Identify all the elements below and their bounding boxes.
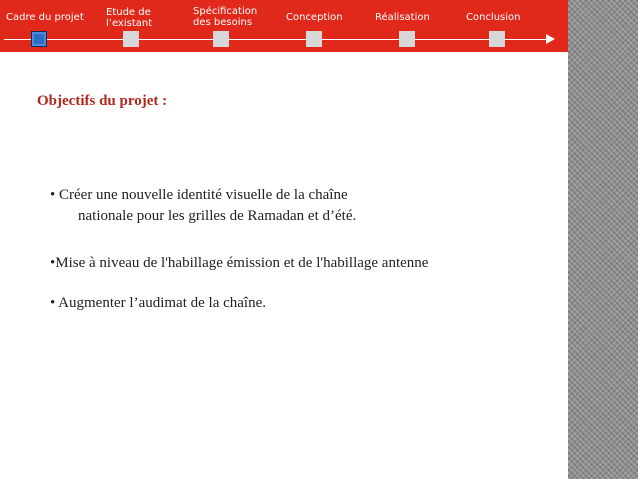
nav-step-marker-conception[interactable] xyxy=(306,31,322,47)
nav-step-marker-cadre-du-projet[interactable] xyxy=(31,31,47,47)
nav-label-conception[interactable]: Conception xyxy=(286,12,343,23)
nav-label-cadre-du-projet[interactable]: Cadre du projet xyxy=(6,12,84,23)
decorative-side-strip xyxy=(568,0,638,479)
nav-step-marker-specification-besoins[interactable] xyxy=(213,31,229,47)
bullet-item-3: • Augmenter l’audimat de la chaîne. xyxy=(50,295,267,311)
progress-line xyxy=(4,39,552,40)
bullet-item-1-line-1: • Créer une nouvelle identité visuelle de la chaîne xyxy=(50,187,348,203)
bullet-item-2: •Mise à niveau de l'habillage émission et de l'habillage antenne xyxy=(50,255,429,271)
nav-label-etude-existant[interactable]: Etude de l’existant xyxy=(106,7,153,29)
nav-label-realisation[interactable]: Réalisation xyxy=(375,12,430,23)
progress-arrow-icon xyxy=(546,34,555,44)
nav-step-marker-conclusion[interactable] xyxy=(489,31,505,47)
nav-label-conclusion[interactable]: Conclusion xyxy=(466,12,521,23)
nav-label-specification-besoins[interactable]: Spécification des besoins xyxy=(193,6,258,28)
progress-nav-bar xyxy=(0,0,568,52)
nav-step-marker-etude-existant[interactable] xyxy=(123,31,139,47)
section-title: Objectifs du projet : xyxy=(37,93,168,109)
nav-step-marker-realisation[interactable] xyxy=(399,31,415,47)
bullet-item-1-line-2: nationale pour les grilles de Ramadan et d’été. xyxy=(78,208,357,224)
